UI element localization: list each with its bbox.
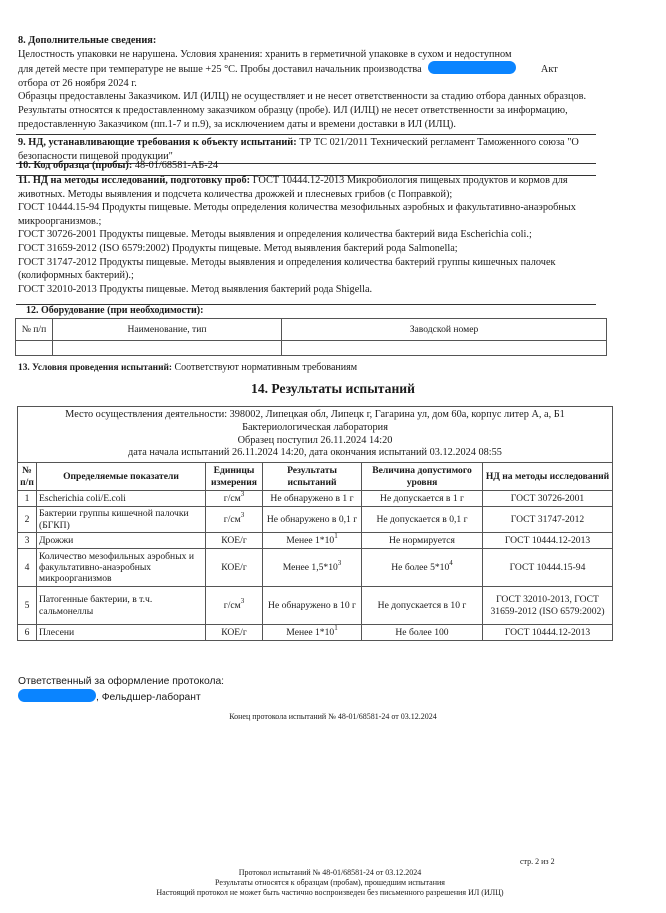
- section-8: [18, 34, 592, 131]
- dates: дата начала испытаний 26.11.2024 14:20, дата окончания испытаний 03.12.2024 08:55: [128, 447, 502, 459]
- section-13-text: Соответствуют нормативным требованиям: [174, 362, 358, 373]
- section-10: [18, 159, 592, 173]
- equipment-cell: [53, 341, 282, 356]
- section-13: [18, 362, 357, 373]
- results-title: 14. Результаты испытаний: [251, 381, 415, 396]
- section-8-line2: для детей месте при температуре не выше +25 °С. Пробы доставил начальник производства Акт: [18, 61, 592, 77]
- page-number: стр. 2 из 2: [520, 857, 555, 866]
- results-table: [17, 406, 613, 641]
- responsible-label: Ответственный за оформление протокола:: [18, 676, 225, 687]
- section-9-text: ТР ТС 021/2011 Технический регламент Таможенного союза "О безопасности пищевой продукции": [18, 137, 579, 162]
- equipment-col-num: № п/п: [16, 319, 53, 341]
- section-8-line1: Целостность упаковки не нарушена. Условия хранения: хранить в герметичной упаковке в сухом и недоступном: [18, 48, 512, 60]
- equipment-table: [15, 318, 607, 356]
- results-header-info: [18, 407, 613, 463]
- footer-line1: Протокол испытаний № 48-01/68581-24 от 03.12.2024: [238, 868, 422, 877]
- section-11: [18, 174, 592, 296]
- method-line: ГОСТ 31747-2012 Продукты пищевые. Методы выявления и определения количества бактерий группы кишечных палочек (колиформных бактерий).;: [18, 256, 556, 282]
- responsible-block: [18, 675, 224, 705]
- table-row: 4 Количество мезофильных аэробных и факультативно-анаэробных микроорганизмов КОЕ/г Менее $1,5*10^3$ Не более $5*10^4$ ГОСТ 10444.15-94: [18, 549, 613, 587]
- section-8-line3: отбора от 26 ноября 2024 г.: [18, 77, 137, 89]
- table-row: 1 Escherichia coli/E.coli $г/см^3$ Не обнаружено в 1 г Не допускается в 1 г ГОСТ 30726-2001: [18, 491, 613, 507]
- table-row: 3 Дрожжи КОЕ/г Менее $1*10^1$ Не нормируется ГОСТ 10444.12-2013: [18, 533, 613, 549]
- section-8-heading: 8. Дополнительные сведения:: [18, 35, 157, 46]
- table-row: 5 Патогенные бактерии, в т.ч. сальмонеллы $г/см^3$ Не обнаружено в 10 г Не допускается в 10 г ГОСТ 32010-2013, ГОСТ 31659-2012 (ISO 6579:2002): [18, 587, 613, 625]
- redacted-name: [18, 689, 96, 702]
- section-9-heading: 9. НД, устанавливающие требования к объекту испытаний:: [18, 137, 297, 148]
- method-line: ГОСТ 30726-2001 Продукты пищевые. Методы выявления и определения количества бактерий вида Escherichia coli.;: [18, 229, 532, 241]
- equipment-col-name: Наименование, тип: [53, 319, 282, 341]
- section-10-text: 48-01/68581-АБ-24: [134, 160, 218, 171]
- divider: [16, 134, 596, 135]
- method-line: ГОСТ 32010-2013 Продукты пищевые. Метод выявления бактерий рода Shigella.: [18, 283, 373, 295]
- footer-line3: Настоящий протокол не может быть частично воспроизведен без письменного разрешения ИЛ (ИЛЦ): [156, 888, 504, 897]
- place: Место осуществления деятельности: 398002, Липецкая обл, Липецк г, Гагарина ул, дом 60а, корпус литер А, а, Б1: [65, 409, 565, 420]
- lab: Бактериологическая лаборатория: [242, 421, 388, 433]
- section-8-para2: Образцы предоставлены Заказчиком. ИЛ (ИЛЦ) не осуществляет и не несет ответственности за стадию отбора данных образцов. Результаты относятся к предоставленному заказчиком образцу (пробе). ИЛ (ИЛЦ) не несет ответственности за информацию, предоставленную Заказчиком (пп.1-7 и п.9), за исключением даты и времени доставки в ИЛ (ИЛЦ).: [18, 91, 587, 130]
- received: Образец поступил 26.11.2024 14:20: [237, 434, 393, 446]
- results-column-headers: [18, 463, 613, 491]
- footer-line2: Результаты относятся к образцам (пробам), прошедшим испытания: [215, 878, 445, 887]
- equipment-cell: [16, 341, 53, 356]
- col-num: № п/п: [18, 463, 37, 491]
- section-10-heading: 10. Код образца (пробы):: [18, 160, 133, 171]
- equipment-col-serial: Заводской номер: [282, 319, 607, 341]
- method-line: ГОСТ 10444.15-94 Продукты пищевые. Методы определения количества мезофильных аэробных и факультативно-анаэробных микроорганизмов.;: [18, 202, 576, 227]
- section-12-heading: 12. Оборудование (при необходимости):: [26, 305, 204, 316]
- table-row: 2 Бактерии группы кишечной палочки (БГКП) $г/см^3$ Не обнаружено в 0,1 г Не допускается в 0,1 г ГОСТ 31747-2012: [18, 507, 613, 533]
- table-row: 6 Плесени КОЕ/г Менее $1*10^1$ Не более 100 ГОСТ 10444.12-2013: [18, 625, 613, 641]
- responsible-position: , Фельдшер-лаборант: [96, 692, 201, 703]
- section-11-text: ГОСТ 10444.12-2013 Микробиология пищевых продуктов и кормов для животных. Методы выявления и подсчета количества дрожжей и плесневых грибов (с Поправкой);: [18, 175, 568, 200]
- col-method: НД на методы исследований: [483, 463, 613, 491]
- end-note: Конец протокола испытаний № 48-01/68581-24 от 03.12.2024: [229, 712, 437, 721]
- redacted-name: [428, 61, 516, 74]
- section-11-heading: 11. НД на методы исследований, подготовку проб:: [18, 175, 251, 186]
- section-13-heading: 13. Условия проведения испытаний:: [18, 363, 172, 373]
- col-result: Результаты испытаний: [263, 463, 362, 491]
- col-indicator: Определяемые показатели: [37, 463, 206, 491]
- equipment-cell: [282, 341, 607, 356]
- col-limit: Величина допустимого уровня: [362, 463, 483, 491]
- footer: [100, 868, 560, 898]
- method-line: ГОСТ 31659-2012 (ISO 6579:2002) Продукты пищевые. Метод выявления бактерий рода Salmonella;: [18, 242, 458, 254]
- col-units: Единицы измерения: [206, 463, 263, 491]
